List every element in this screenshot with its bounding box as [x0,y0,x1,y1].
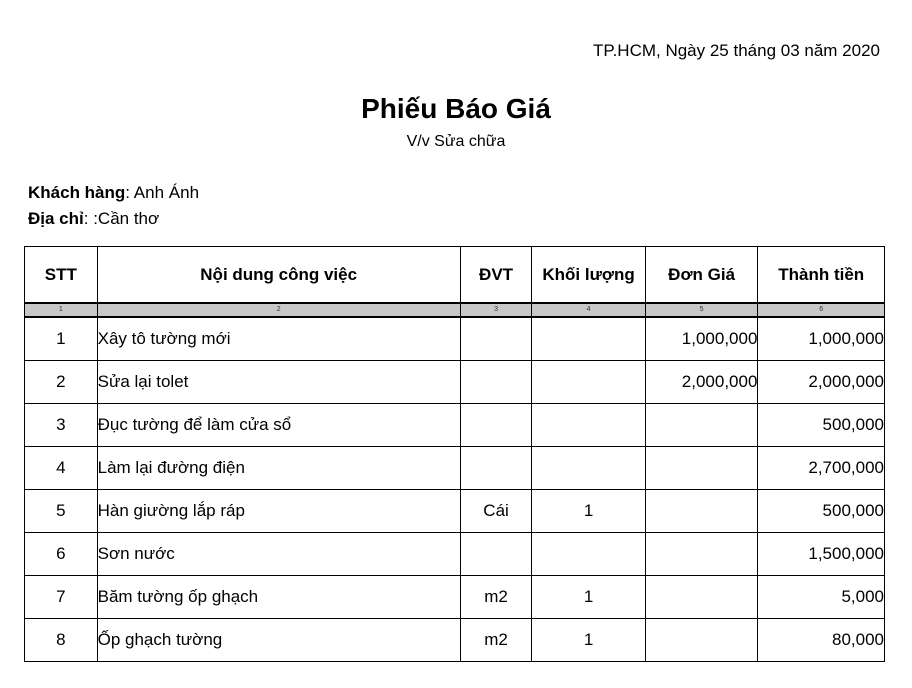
cell-stt: 1 [25,317,98,361]
cell-unit: Cái [460,490,532,533]
cell-unit-price [645,576,758,619]
cell-quantity [532,533,645,576]
cell-stt: 8 [25,619,98,662]
address-value: : :Cần thơ [83,209,160,228]
cell-stt: 5 [25,490,98,533]
customer-value: : Anh Ánh [125,183,200,202]
cell-stt: 4 [25,447,98,490]
table-row [25,533,885,576]
cell-quantity [532,317,645,361]
cell-unit [460,447,532,490]
cell-stt: 6 [25,533,98,576]
table-row [25,447,885,490]
cell-unit-price [645,619,758,662]
cell-total: 500,000 [758,404,885,447]
cell-unit: m2 [460,619,532,662]
cell-quantity [532,447,645,490]
customer-line [28,183,199,203]
cell-unit-price: 1,000,000 [645,317,758,361]
cell-unit-price [645,404,758,447]
address-line [28,209,159,229]
cell-total: 2,700,000 [758,447,885,490]
cell-unit-price [645,533,758,576]
col-header-stt: STT [25,247,98,304]
column-index: 2 [97,303,460,317]
table-row [25,490,885,533]
table-row [25,361,885,404]
cell-unit [460,533,532,576]
table-row [25,404,885,447]
cell-quantity: 1 [532,619,645,662]
cell-total: 80,000 [758,619,885,662]
cell-total: 1,500,000 [758,533,885,576]
customer-label: Khách hàng [28,183,126,202]
cell-stt: 3 [25,404,98,447]
col-header-unit: ĐVT [460,247,532,304]
cell-total: 1,000,000 [758,317,885,361]
cell-content: Băm tường ốp ghạch [97,576,460,619]
col-header-total: Thành tiền [758,247,885,304]
cell-content: Ốp ghạch tường [97,619,460,662]
col-header-quantity: Khối lượng [532,247,645,304]
document-title: Phiếu Báo Giá [361,93,551,124]
column-index: 3 [460,303,532,317]
cell-total: 2,000,000 [758,361,885,404]
document-subtitle: V/v Sửa chữa [406,133,506,150]
cell-content: Sửa lại tolet [97,361,460,404]
table-row [25,576,885,619]
column-index: 1 [25,303,98,317]
column-index: 6 [758,303,885,317]
cell-unit [460,361,532,404]
cell-content: Sơn nước [97,533,460,576]
col-header-unit-price: Đơn Giá [645,247,758,304]
cell-unit [460,404,532,447]
address-label: Địa chỉ [28,209,84,228]
cell-unit: m2 [460,576,532,619]
cell-total: 500,000 [758,490,885,533]
cell-content: Đục tường để làm cửa sổ [97,404,460,447]
cell-quantity [532,361,645,404]
cell-stt: 7 [25,576,98,619]
column-index: 4 [532,303,645,317]
table-row [25,619,885,662]
table-header-row [25,247,885,304]
cell-unit-price: 2,000,000 [645,361,758,404]
col-header-content: Nội dung công việc [97,247,460,304]
column-index-row [25,303,885,317]
quote-table [24,246,885,662]
cell-content: Xây tô tường mới [97,317,460,361]
cell-content: Hàn giường lắp ráp [97,490,460,533]
cell-unit-price [645,447,758,490]
cell-quantity: 1 [532,490,645,533]
cell-stt: 2 [25,361,98,404]
column-index: 5 [645,303,758,317]
cell-quantity: 1 [532,576,645,619]
date-line: TP.HCM, Ngày 25 tháng 03 năm 2020 [593,41,880,60]
cell-unit-price [645,490,758,533]
cell-content: Làm lại đường điện [97,447,460,490]
cell-quantity [532,404,645,447]
cell-unit [460,317,532,361]
cell-total: 5,000 [758,576,885,619]
table-row [25,317,885,361]
